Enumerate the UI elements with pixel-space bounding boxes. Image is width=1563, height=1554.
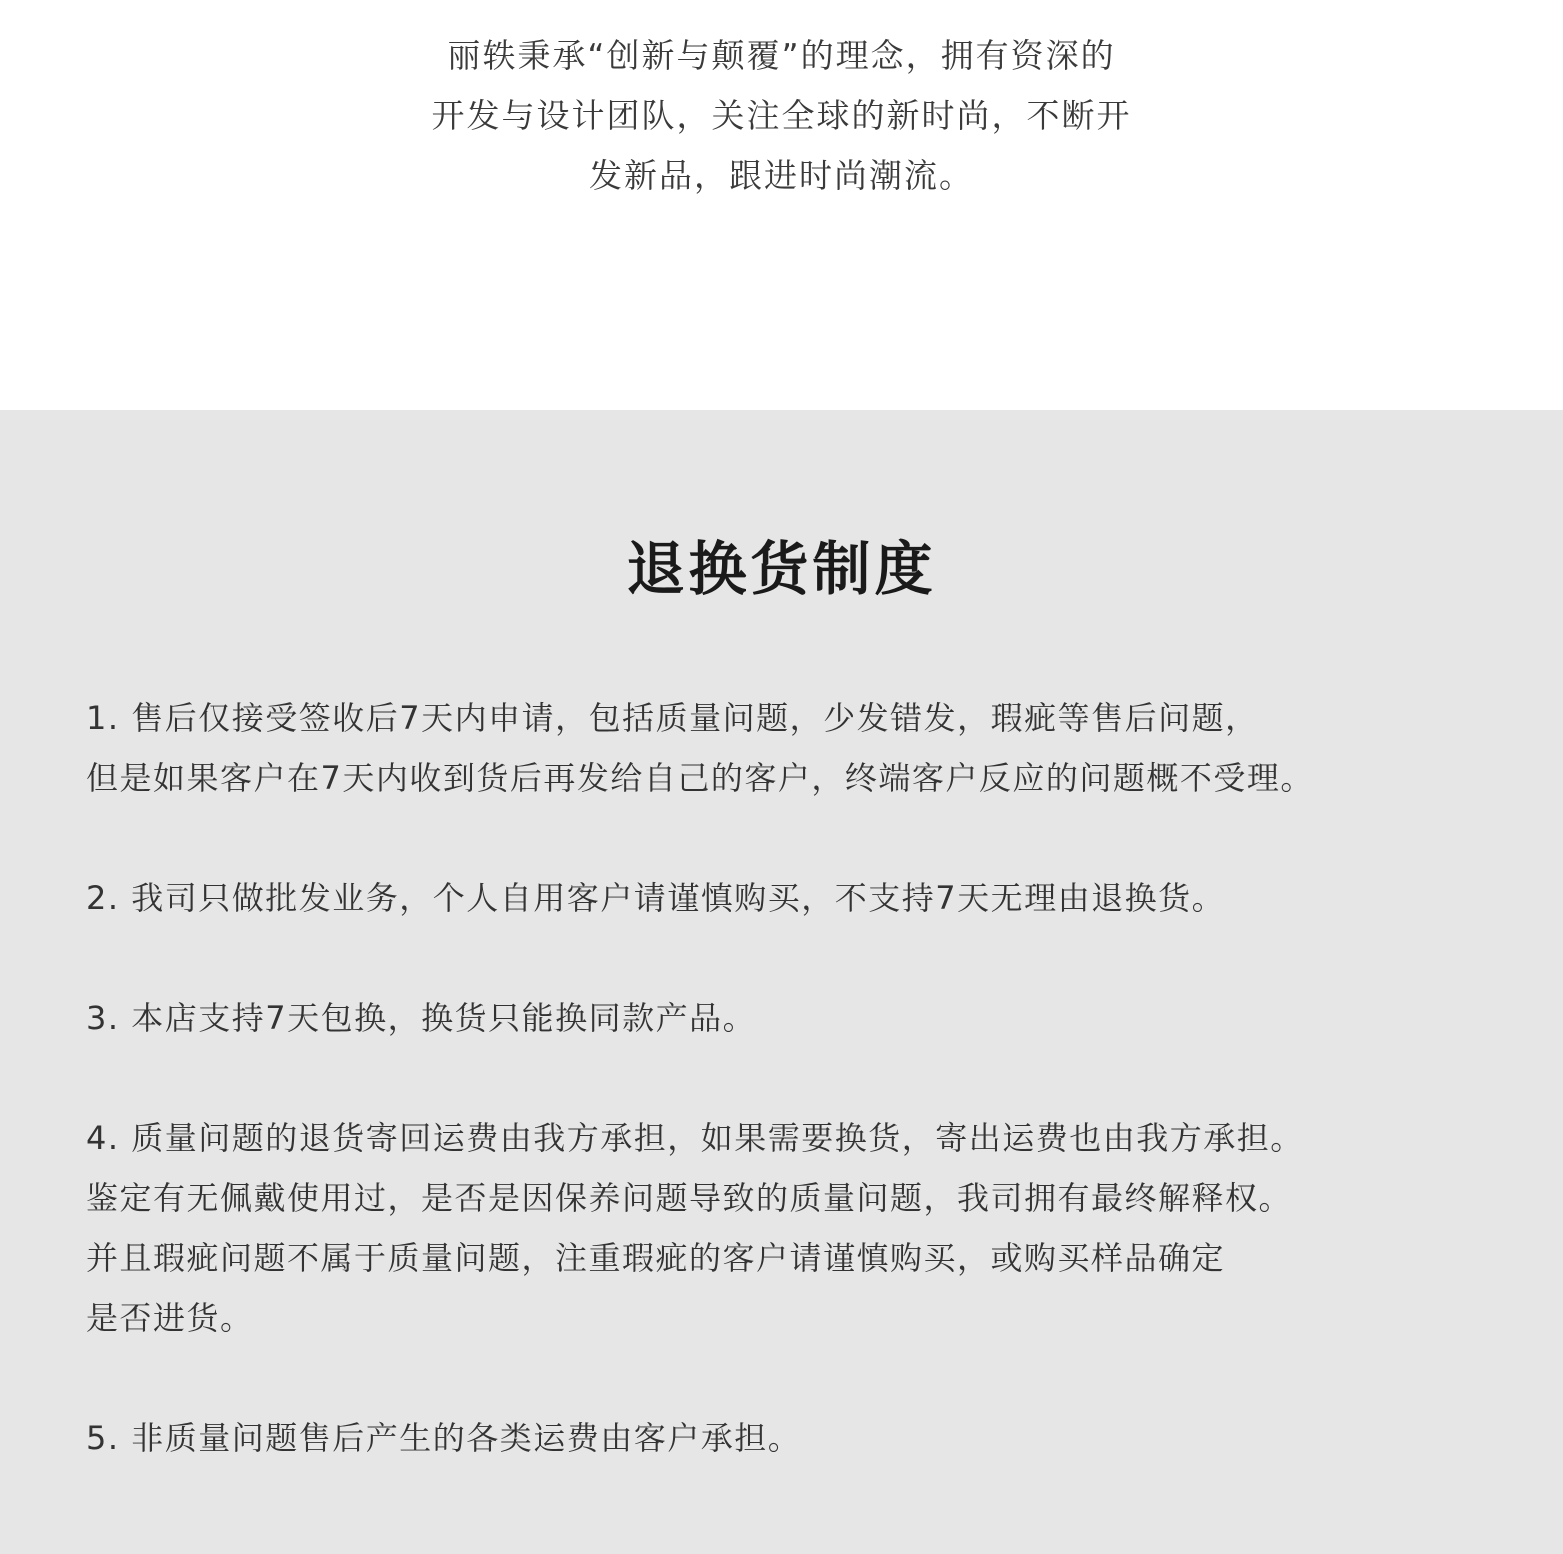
brand-intro-section xyxy=(0,0,1563,410)
policy-rule-1-line-2: 但是如果客户在7天内收到货后再发给自己的客户，终端客户反应的问题概不受理。 xyxy=(86,759,1314,797)
policy-rule-4-line-2: 鉴定有无佩戴使用过，是否是因保养问题导致的质量问题，我司拥有最终解释权。 xyxy=(86,1179,1293,1217)
policy-rule-3-line-1: 3. 本店支持7天包换，换货只能换同款产品。 xyxy=(86,999,757,1037)
policy-rule-1-line-1: 1. 售后仅接受签收后7天内申请，包括质量问题，少发错发，瑕疵等售后问题， xyxy=(86,699,1259,737)
policy-title: 退换货制度 xyxy=(626,535,937,603)
brand-intro-line-1: 丽轶秉承“创新与颠覆”的理念，拥有资深的 xyxy=(447,36,1116,75)
policy-rule-5-line-1: 5. 非质量问题售后产生的各类运费由客户承担。 xyxy=(86,1419,802,1457)
return-policy-section xyxy=(0,410,1563,1554)
policy-rule-2-line-1: 2. 我司只做批发业务，个人自用客户请谨慎购买，不支持7天无理由退换货。 xyxy=(86,879,1226,917)
policy-rule-4-line-4: 是否进货。 xyxy=(86,1299,254,1337)
policy-rule-4-line-1: 4. 质量问题的退货寄回运费由我方承担，如果需要换货，寄出运费也由我方承担。 xyxy=(86,1119,1304,1157)
brand-intro-line-2: 开发与设计团队，关注全球的新时尚，不断开 xyxy=(431,96,1132,135)
policy-rule-4-line-3: 并且瑕疵问题不属于质量问题，注重瑕疵的客户请谨慎购买，或购买样品确定 xyxy=(86,1239,1226,1277)
brand-intro-line-3: 发新品，跟进时尚潮流。 xyxy=(589,156,974,195)
